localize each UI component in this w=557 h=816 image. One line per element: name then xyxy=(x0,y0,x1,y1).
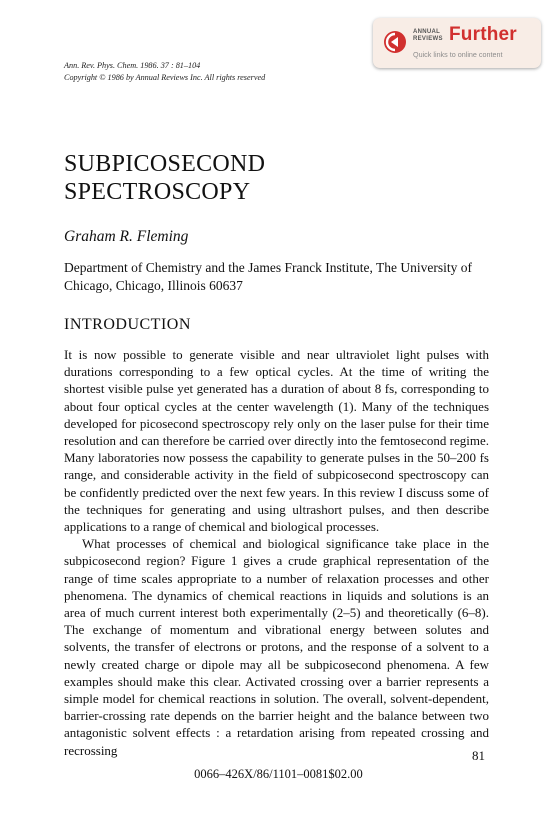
further-label: Further xyxy=(449,24,517,45)
page-number: 81 xyxy=(472,748,485,763)
wordmark-line: REVIEWS xyxy=(413,36,443,42)
title-line: SUBPICOSECOND xyxy=(64,151,266,177)
article-body xyxy=(64,346,489,759)
section-heading: INTRODUCTION xyxy=(64,316,191,333)
further-links-badge[interactable] xyxy=(373,18,541,68)
copyright-line: Copyright © 1986 by Annual Reviews Inc. All rights reserved xyxy=(64,73,266,82)
body-paragraph: It is now possible to generate visible and near ultraviolet light pulses with durations corresponding to a few optical cycles. At the time of writing the shortest visible pulse yet generated has a duration of about 8 fs, corresponding to about four optical cycles at the center wavelength (1). Many of the techniques developed for picosecond spectroscopy rely only on the laser pulse for their time resolution and can therefore be carried over directly into the femtosecond regime. Many laboratories now possess the capability to generate pulses in the 50–200 fs range, and considerable activity in the field of subpicosecond spectroscopy can be confidently predicted over the next few years. In this review I discuss some of the techniques for generating and using ultrashort pulses, and then describe applications to a range of chemical and biological processes. xyxy=(64,347,489,535)
footer-code: 0066–426X/86/1101–0081$02.00 xyxy=(194,767,363,781)
quick-links-subtitle: Quick links to online content xyxy=(413,50,503,59)
body-paragraph: What processes of chemical and biological significance take place in the subpicosecond region? Figure 1 gives a crude graphical representation of the range of time scales appropriate to a number of relaxation processes and other phenomena. The dynamics of chemical reactions in liquids and solutions is an area of much current interest both experimentally (2–5) and theoretically (6–8). The exchange of momentum and vibrational energy between solutes and solvents, the transfer of electrons or protons, and the response of a solvent to a newly created charge or dipole may all be subpicosecond phenomena. A few examples should make this clear. Activated crossing over a barrier represents a simple model for chemical reactions in solution. The overall, solvent-dependent, barrier-crossing rate depends on the barrier height and the balance between two antagonistic solvent effects : a retardation arising from repeated crossing and recrossing xyxy=(64,536,489,758)
wordmark-line: ANNUAL xyxy=(413,29,441,35)
annual-reviews-wordmark xyxy=(413,29,443,43)
author-affiliation: Department of Chemistry and the James Franck Institute, The University of Chicago, Chicago, Illinois 60637 xyxy=(64,260,473,293)
author-name: Graham R. Fleming xyxy=(64,228,189,245)
journal-citation xyxy=(64,60,265,84)
journal-citation-line: Ann. Rev. Phys. Chem. 1986. 37 : 81–104 xyxy=(64,61,201,70)
article-title xyxy=(64,150,464,206)
title-line: SPECTROSCOPY xyxy=(64,179,251,205)
annual-reviews-icon xyxy=(383,30,407,54)
